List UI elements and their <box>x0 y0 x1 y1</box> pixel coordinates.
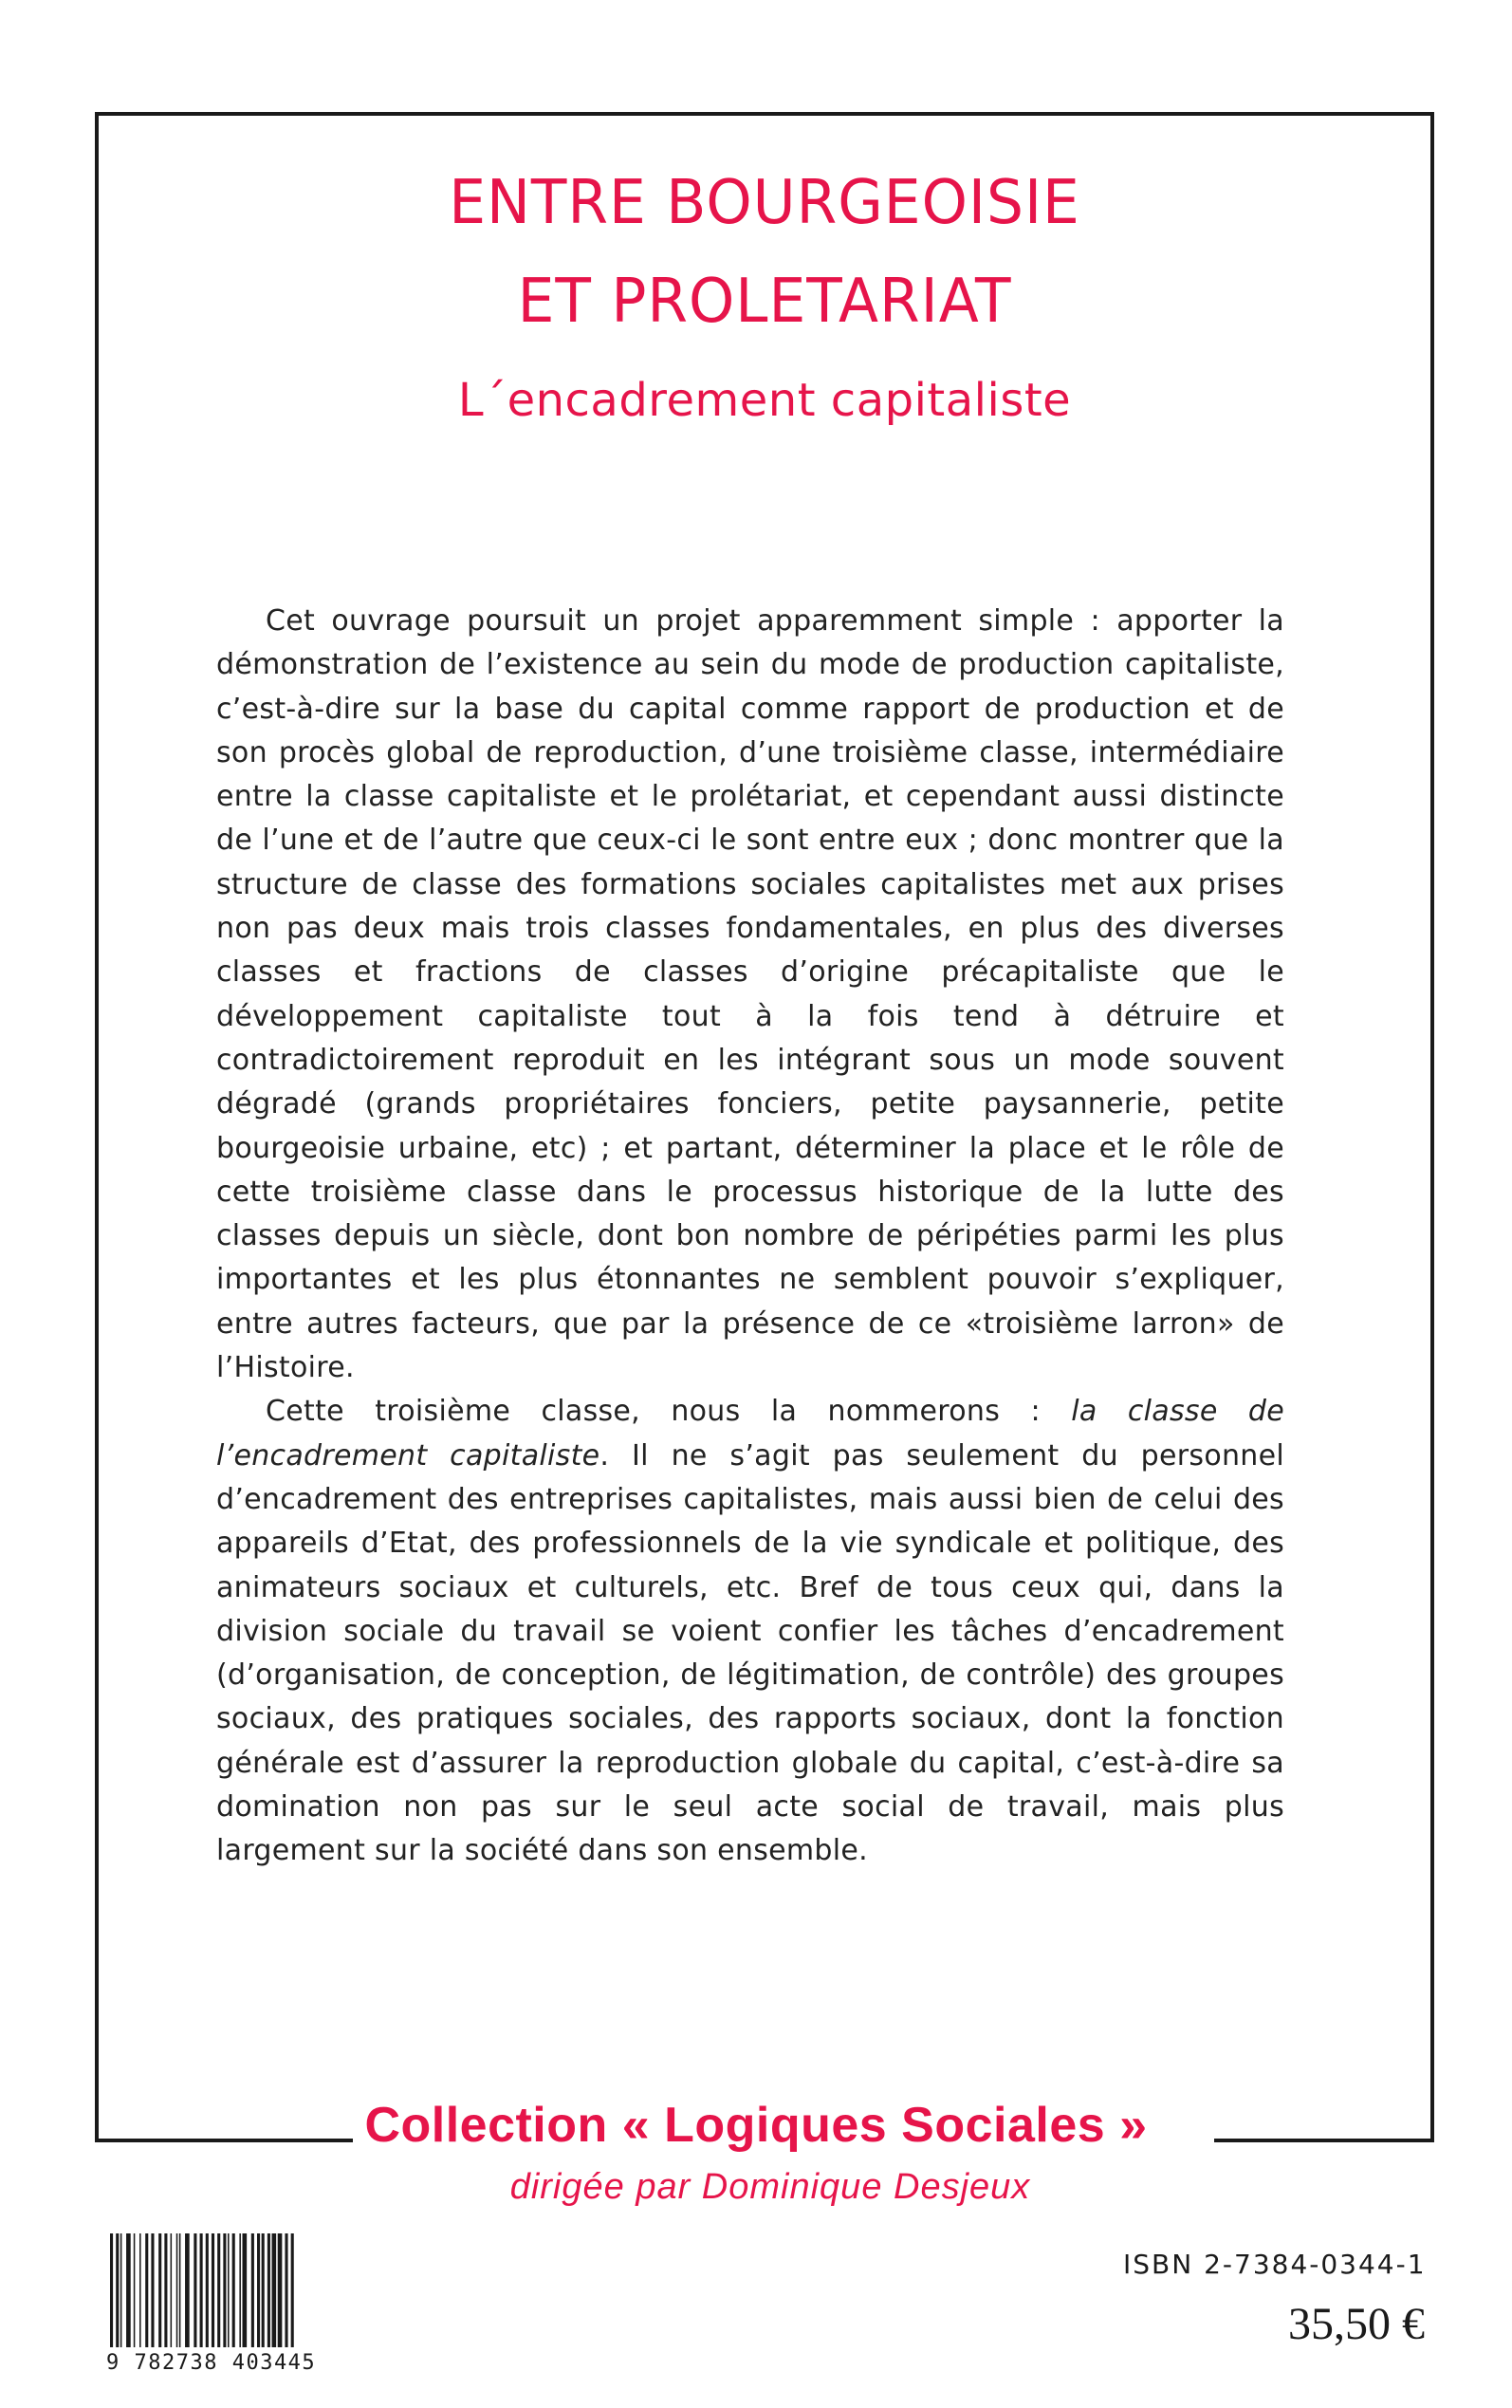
barcode-bar <box>278 2233 283 2347</box>
barcode-bar <box>291 2233 294 2347</box>
barcode-bar <box>126 2233 131 2347</box>
blurb-paragraph-2-start: Cette troisième classe, nous la nommerons : <box>266 1395 1072 1429</box>
barcode-digits: 9 782738 403445 <box>106 2351 317 2375</box>
barcode-bar <box>267 2233 270 2347</box>
barcode-bar <box>212 2233 214 2347</box>
barcode-bar <box>251 2233 254 2347</box>
barcode-bar <box>239 2233 241 2347</box>
barcode-bar <box>116 2233 119 2347</box>
barcode-bar <box>139 2233 141 2347</box>
barcode-bar <box>257 2233 260 2347</box>
barcode <box>106 2233 343 2347</box>
blurb <box>216 600 1284 1874</box>
barcode-bar <box>228 2233 230 2347</box>
barcode-bar <box>272 2233 277 2347</box>
title-block <box>99 152 1430 427</box>
title-line-2: ET PROLETARIAT <box>517 267 1012 337</box>
blurb-paragraph-1: Cet ouvrage poursuit un projet apparemment simple : apporter la démonstration de l’existence au sein du mode de production capitaliste, c’est-à-dire sur la base du capital comme rapport de production et de son procès global de reproduction, d’une troisième classe, intermédiaire entre la classe capitaliste et le prolétariat, et cependant aussi distincte de l’une et de l’autre que ceux-ci le sont entre eux ; donc montrer que la structure de classe des formations sociales capitalistes met aux prises non pas deux mais trois classes fondamentales, en plus des diverses classes et fractions de classes d’origine précapitaliste que le développement capitaliste tout à la fois tend à détruire et contradictoirement reproduit en les intégrant sous un mode souvent dégradé (grands propriétaires fonciers, petite paysannerie, petite bourgeoisie urbaine, etc) ; et partant, déterminer la place et le rôle de cette troisième classe dans le processus historique de la lutte des classes depuis un siècle, dont bon nombre de péripéties parmi les plus importantes et les plus étonnantes ne semblent pouvoir s’expliquer, entre autres facteurs, que par la présence de ce «troisième larron» de l’Histoire. <box>216 604 1284 1385</box>
barcode-bar <box>134 2233 136 2347</box>
barcode-bar <box>243 2233 248 2347</box>
collection-director: dirigée par Dominique Desjeux <box>509 2167 1031 2207</box>
barcode-bar <box>223 2233 226 2347</box>
barcode-bar <box>176 2233 178 2347</box>
barcode-bar <box>110 2233 113 2347</box>
price: 35,50 € <box>1288 2299 1425 2349</box>
barcode-bar <box>262 2233 265 2347</box>
barcode-bar <box>232 2233 235 2347</box>
title-line-1: ENTRE BOURGEOISIE <box>449 168 1080 238</box>
barcode-bar <box>164 2233 167 2347</box>
barcode-bar <box>185 2233 190 2347</box>
barcode-bar <box>217 2233 220 2347</box>
collection-title: Collection « Logiques Sociales » <box>364 2098 1148 2153</box>
class-name-italic: la classe de l’encadrement capitaliste <box>216 1395 1284 1473</box>
barcode-bar <box>206 2233 209 2347</box>
barcode-bar <box>158 2233 161 2347</box>
barcode-bar <box>120 2233 122 2347</box>
barcode-bar <box>194 2233 196 2347</box>
barcode-bar <box>151 2233 154 2347</box>
blurb-paragraph-2-rest: . Il ne s’agit pas seulement du personnel d’encadrement des entreprises capitalistes, mais aussi bien de celui des appareils d’Etat, des professionnels de la vie syndicale et politique, des animateurs sociaux et culturels, etc. Bref de tous ceux qui, dans la division sociale du travail se voient confier les tâches d’encadrement (d’organisation, de conception, de légitimation, de contrôle) des groupes sociaux, des pratiques sociales, des rapports sociaux, dont la fonction générale est d’assurer la reproduction globale du capital, c’est-à-dire sa domination non pas sur le seul acte social de travail, mais plus largement sur la société dans son ensemble. <box>216 1438 1284 1868</box>
barcode-bar <box>171 2233 173 2347</box>
barcode-bar <box>285 2233 287 2347</box>
subtitle: L´encadrement capitaliste <box>457 374 1072 427</box>
blurb-paragraph-2 <box>216 1390 1284 1873</box>
barcode-bar <box>145 2233 148 2347</box>
barcode-bar <box>200 2233 203 2347</box>
isbn: ISBN 2-7384-0344-1 <box>1123 2249 1427 2280</box>
collection-block <box>0 2098 1512 2207</box>
barcode-bar <box>179 2233 181 2347</box>
